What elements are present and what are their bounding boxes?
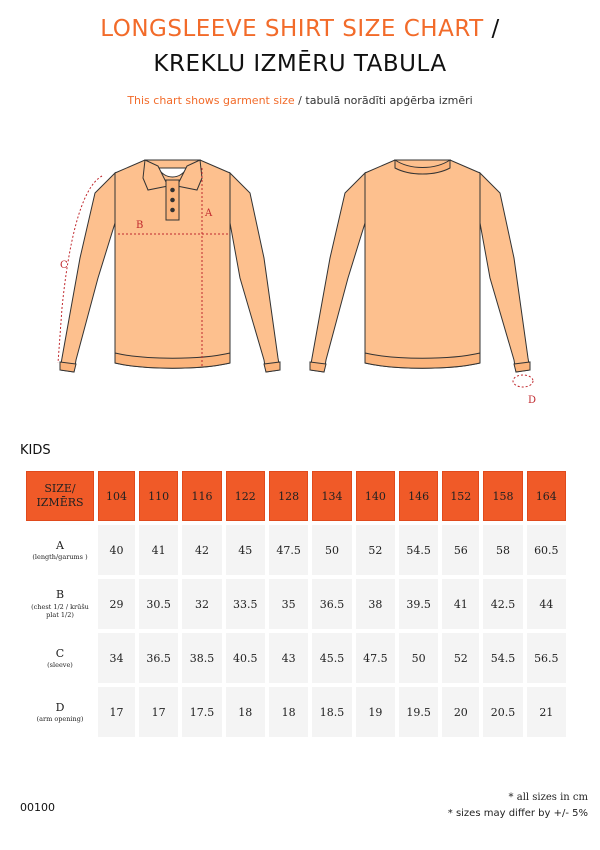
subtitle-separator: / xyxy=(294,94,306,107)
size-header-cell: 104 xyxy=(98,471,135,521)
shirt-back-illustration xyxy=(310,160,530,372)
table-cell: 30.5 xyxy=(139,579,178,629)
table-cell: 17 xyxy=(139,687,178,737)
row-header-a xyxy=(26,525,94,575)
row-sublabel: (sleeve) xyxy=(47,660,73,669)
table-cell: 18 xyxy=(226,687,265,737)
page-title xyxy=(0,18,600,41)
size-header-cell: 158 xyxy=(483,471,522,521)
shirt-illustration xyxy=(40,148,580,418)
table-cell: 42 xyxy=(182,525,221,575)
size-header-cell: 116 xyxy=(182,471,221,521)
table-cell: 52 xyxy=(356,525,395,575)
table-cell: 41 xyxy=(139,525,178,575)
table-cell: 38.5 xyxy=(182,633,221,683)
subtitle-english: This chart shows garment size xyxy=(127,94,295,107)
row-label: B xyxy=(55,588,65,602)
table-cell: 50 xyxy=(399,633,438,683)
table-cell: 58 xyxy=(483,525,522,575)
table-cell: 32 xyxy=(182,579,221,629)
table-cell: 42.5 xyxy=(483,579,522,629)
row-label: C xyxy=(55,646,65,660)
size-header-cell: 146 xyxy=(399,471,438,521)
table-cell: 39.5 xyxy=(399,579,438,629)
size-header-cell: 140 xyxy=(356,471,395,521)
table-cell: 18 xyxy=(269,687,308,737)
table-cell: 52 xyxy=(442,633,479,683)
table-row-d xyxy=(26,687,566,737)
size-table xyxy=(22,467,570,741)
table-row-c xyxy=(26,633,566,683)
size-header-cell: 152 xyxy=(442,471,479,521)
footnote-units: * all sizes in cm xyxy=(508,792,588,803)
table-cell: 54.5 xyxy=(483,633,522,683)
size-header-cell: 110 xyxy=(139,471,178,521)
corner-label-size: SIZE/ xyxy=(44,482,76,496)
page-title-latvian: KREKLU IZMĒRU TABULA xyxy=(153,51,447,77)
table-cell: 29 xyxy=(98,579,135,629)
page-subtitle xyxy=(0,94,600,107)
table-cell: 36.5 xyxy=(139,633,178,683)
table-cell: 43 xyxy=(269,633,308,683)
row-header-d xyxy=(26,687,94,737)
table-cell: 17.5 xyxy=(182,687,221,737)
subtitle-latvian: tabulā norādīti apģērba izmēri xyxy=(305,94,473,107)
table-cell: 50 xyxy=(312,525,351,575)
row-header-b xyxy=(26,579,94,629)
measure-label-c: C xyxy=(60,260,68,271)
table-cell: 38 xyxy=(356,579,395,629)
table-cell: 33.5 xyxy=(226,579,265,629)
title-separator: / xyxy=(483,16,500,42)
table-cell: 40 xyxy=(98,525,135,575)
row-sublabel: (arm opening) xyxy=(36,714,84,723)
table-cell: 47.5 xyxy=(356,633,395,683)
table-cell: 21 xyxy=(527,687,566,737)
table-row-b xyxy=(26,579,566,629)
table-cell: 36.5 xyxy=(312,579,351,629)
table-cell: 54.5 xyxy=(399,525,438,575)
measure-label-a: A xyxy=(205,208,213,219)
table-cell: 20.5 xyxy=(483,687,522,737)
section-label-kids: KIDS xyxy=(20,443,51,458)
table-cell: 44 xyxy=(527,579,566,629)
footnote-tolerance: * sizes may differ by +/- 5% xyxy=(447,808,588,819)
row-sublabel: (length/garums ) xyxy=(32,552,88,561)
table-cell: 17 xyxy=(98,687,135,737)
size-header-cell: 164 xyxy=(527,471,566,521)
product-code: 00100 xyxy=(20,801,55,814)
measure-label-d: D xyxy=(528,395,537,406)
table-cell: 45.5 xyxy=(312,633,351,683)
row-label: A xyxy=(56,538,64,552)
size-header-row xyxy=(26,471,566,521)
row-sublabel: (chest 1/2 / krūšu plat 1/2) xyxy=(31,602,89,620)
table-cell: 41 xyxy=(442,579,479,629)
table-cell: 56.5 xyxy=(527,633,566,683)
row-header-c xyxy=(26,633,94,683)
shirt-front-illustration xyxy=(60,160,280,372)
size-header-cell: 134 xyxy=(312,471,351,521)
size-header-cell: 122 xyxy=(226,471,265,521)
table-cell: 47.5 xyxy=(269,525,308,575)
table-row-a xyxy=(26,525,566,575)
title-english: LONGSLEEVE SHIRT SIZE CHART xyxy=(100,16,484,42)
table-cell: 34 xyxy=(98,633,135,683)
table-cell: 20 xyxy=(442,687,479,737)
measure-label-b: B xyxy=(136,220,144,231)
corner-label-izmers: IZMĒRS xyxy=(36,496,84,509)
table-cell: 19.5 xyxy=(399,687,438,737)
table-cell: 19 xyxy=(356,687,395,737)
row-label: D xyxy=(55,700,65,714)
table-cell: 18.5 xyxy=(312,687,351,737)
table-cell: 60.5 xyxy=(527,525,566,575)
size-header-cell: 128 xyxy=(269,471,308,521)
table-cell: 35 xyxy=(269,579,308,629)
table-cell: 40.5 xyxy=(226,633,265,683)
size-corner-cell xyxy=(26,471,94,521)
table-cell: 45 xyxy=(226,525,265,575)
table-cell: 56 xyxy=(442,525,479,575)
